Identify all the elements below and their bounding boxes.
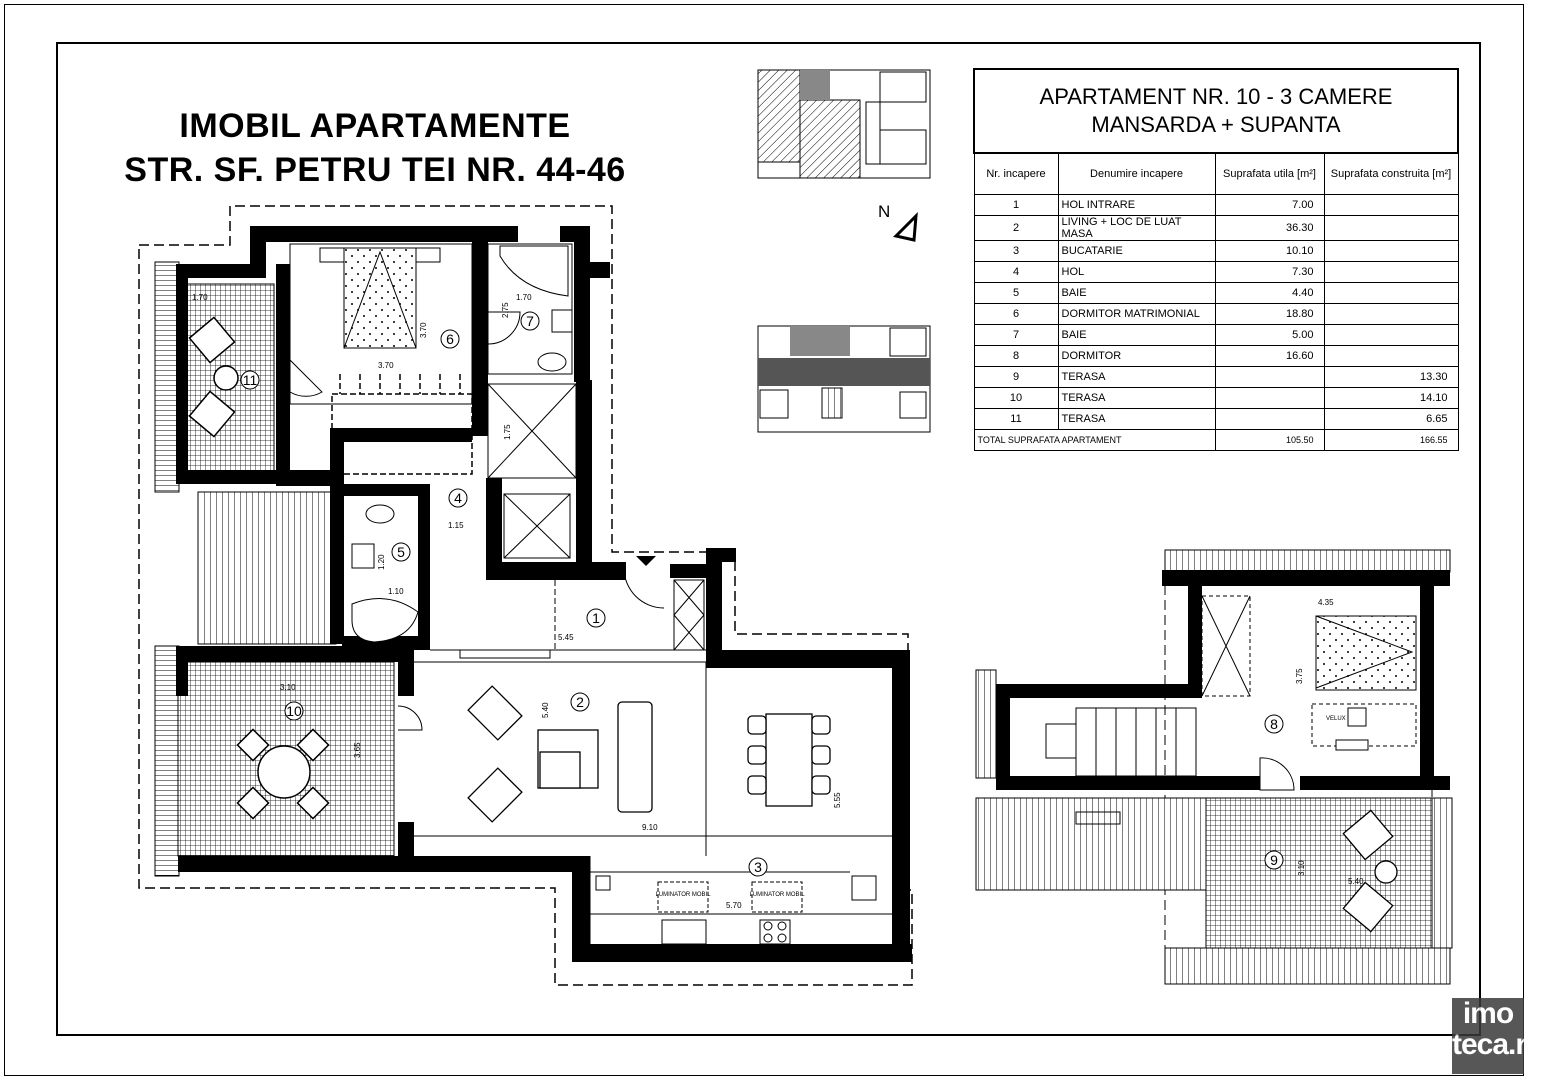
cell-construita: 14.10 — [1324, 388, 1458, 409]
north-arrow-icon — [878, 202, 916, 240]
cell-name: DORMITOR MATRIMONIAL — [1058, 304, 1215, 325]
room-number-3 — [749, 858, 767, 876]
svg-text:11: 11 — [242, 372, 258, 388]
total-label: TOTAL SUPRAFATA APARTAMENT — [974, 430, 1215, 451]
cell-name: HOL — [1058, 262, 1215, 283]
total-construita: 166.55 — [1324, 430, 1458, 451]
toilet-icon — [538, 353, 566, 371]
dimension-label: 3.10 — [280, 683, 296, 692]
dimension-label: 1.70 — [516, 293, 532, 302]
cell-nr: 3 — [974, 241, 1058, 262]
room-number-9 — [1265, 851, 1283, 869]
dimension-label: 5.70 — [726, 901, 742, 910]
cell-name: HOL INTRARE — [1058, 195, 1215, 216]
cell-utila: 7.30 — [1215, 262, 1324, 283]
svg-text:1: 1 — [592, 610, 600, 626]
room-number-7 — [521, 312, 539, 330]
cell-name: BAIE — [1058, 283, 1215, 304]
svg-text:9: 9 — [1270, 852, 1278, 868]
dimension-label: 1.15 — [448, 521, 464, 530]
room-number-6 — [441, 330, 459, 348]
cell-name: BAIE — [1058, 325, 1215, 346]
key-plan-upper — [758, 70, 930, 178]
living-furniture — [468, 686, 830, 822]
page-title-line2: STR. SF. PETRU TEI NR. 44-46 — [124, 151, 626, 189]
col-header-utila: Suprafata utila [m²] — [1215, 153, 1324, 195]
cell-nr: 4 — [974, 262, 1058, 283]
svg-text:10: 10 — [286, 703, 302, 719]
room-number-10 — [285, 702, 303, 720]
cell-name: TERASA — [1058, 409, 1215, 430]
dimension-label: 2.75 — [501, 302, 510, 318]
dimension-label: 5.40 — [541, 702, 550, 718]
svg-text:3: 3 — [754, 859, 762, 875]
sink-icon — [552, 310, 572, 332]
cell-name: LIVING + LOC DE LUAT MASA — [1058, 216, 1215, 241]
cell-utila: 5.00 — [1215, 325, 1324, 346]
cell-nr: 6 — [974, 304, 1058, 325]
cell-utila: 16.60 — [1215, 346, 1324, 367]
dimension-label: 1.20 — [377, 554, 386, 570]
cell-name: BUCATARIE — [1058, 241, 1215, 262]
dimension-label: 3.70 — [378, 361, 394, 370]
bathtub-icon — [500, 246, 568, 296]
upper-bed-icon — [1316, 616, 1416, 690]
svg-text:6: 6 — [446, 331, 454, 347]
cell-nr: 10 — [974, 388, 1058, 409]
dimension-label: 5.45 — [558, 633, 574, 642]
dimension-label: 5.55 — [833, 792, 842, 808]
svg-text:2: 2 — [576, 694, 584, 710]
skylight-label-1: LUMINATOR MOBIL — [655, 892, 711, 898]
dimension-label: 1.75 — [503, 424, 512, 440]
room-number-11 — [241, 371, 259, 389]
velux-label: VELUX — [1326, 716, 1346, 722]
dimension-label: 4.35 — [1318, 598, 1334, 607]
svg-text:5: 5 — [397, 544, 405, 560]
cell-nr: 7 — [974, 325, 1058, 346]
cell-nr: 8 — [974, 346, 1058, 367]
sink-icon-2 — [352, 544, 374, 568]
cell-nr: 11 — [974, 409, 1058, 430]
dimension-label: 3.10 — [1297, 860, 1306, 876]
bathtub-icon-2 — [352, 599, 418, 642]
room-number-1 — [587, 609, 605, 627]
key-plan-lower — [758, 326, 930, 432]
cell-construita: 6.65 — [1324, 409, 1458, 430]
cell-nr: 2 — [974, 216, 1058, 241]
cell-utila: 36.30 — [1215, 216, 1324, 241]
dimension-label: 5.40 — [1348, 877, 1364, 886]
cell-nr: 5 — [974, 283, 1058, 304]
svg-text:N: N — [878, 202, 891, 221]
cell-construita: 13.30 — [1324, 367, 1458, 388]
total-utila: 105.50 — [1215, 430, 1324, 451]
dimension-label: 9.10 — [642, 823, 658, 832]
stair-outline — [332, 374, 472, 474]
col-header-nr: Nr. incapere — [974, 153, 1058, 195]
svg-text:8: 8 — [1270, 716, 1278, 732]
entry-arrow-icon — [636, 556, 656, 566]
dimension-label: 3.70 — [419, 322, 428, 338]
kitchen-fixtures — [596, 876, 876, 944]
page-title-line1: IMOBIL APARTAMENTE — [179, 107, 571, 145]
cell-utila: 4.40 — [1215, 283, 1324, 304]
room-number-5 — [392, 543, 410, 561]
cell-utila: 7.00 — [1215, 195, 1324, 216]
table-title: APARTAMENT NR. 10 - 3 CAMERE MANSARDA + SUPANTA — [974, 69, 1458, 153]
cell-nr: 1 — [974, 195, 1058, 216]
dimension-label: 3.65 — [353, 742, 362, 758]
desk-chair-icon — [1348, 708, 1366, 726]
col-header-construita: Suprafata construita [m²] — [1324, 153, 1458, 195]
room-number-8 — [1265, 715, 1283, 733]
cell-utila: 18.80 — [1215, 304, 1324, 325]
dimension-label: 1.10 — [388, 587, 404, 596]
cell-name: TERASA — [1058, 367, 1215, 388]
svg-text:4: 4 — [454, 490, 462, 506]
dimension-label: 3.75 — [1295, 668, 1304, 684]
desk-icon — [1336, 740, 1368, 750]
dimension-label: 1.70 — [192, 293, 208, 302]
cell-name: DORMITOR — [1058, 346, 1215, 367]
svg-text:7: 7 — [526, 313, 534, 329]
imoteca-watermark-logo: imo teca.ro — [1452, 998, 1524, 1074]
cell-nr: 9 — [974, 367, 1058, 388]
cell-utila: 10.10 — [1215, 241, 1324, 262]
col-header-name: Denumire incapere — [1058, 153, 1215, 195]
toilet-icon-2 — [366, 505, 394, 523]
room-number-2 — [571, 693, 589, 711]
skylight-label-2: LUMINATOR MOBIL — [749, 892, 805, 898]
cell-name: TERASA — [1058, 388, 1215, 409]
room-number-4 — [449, 489, 467, 507]
